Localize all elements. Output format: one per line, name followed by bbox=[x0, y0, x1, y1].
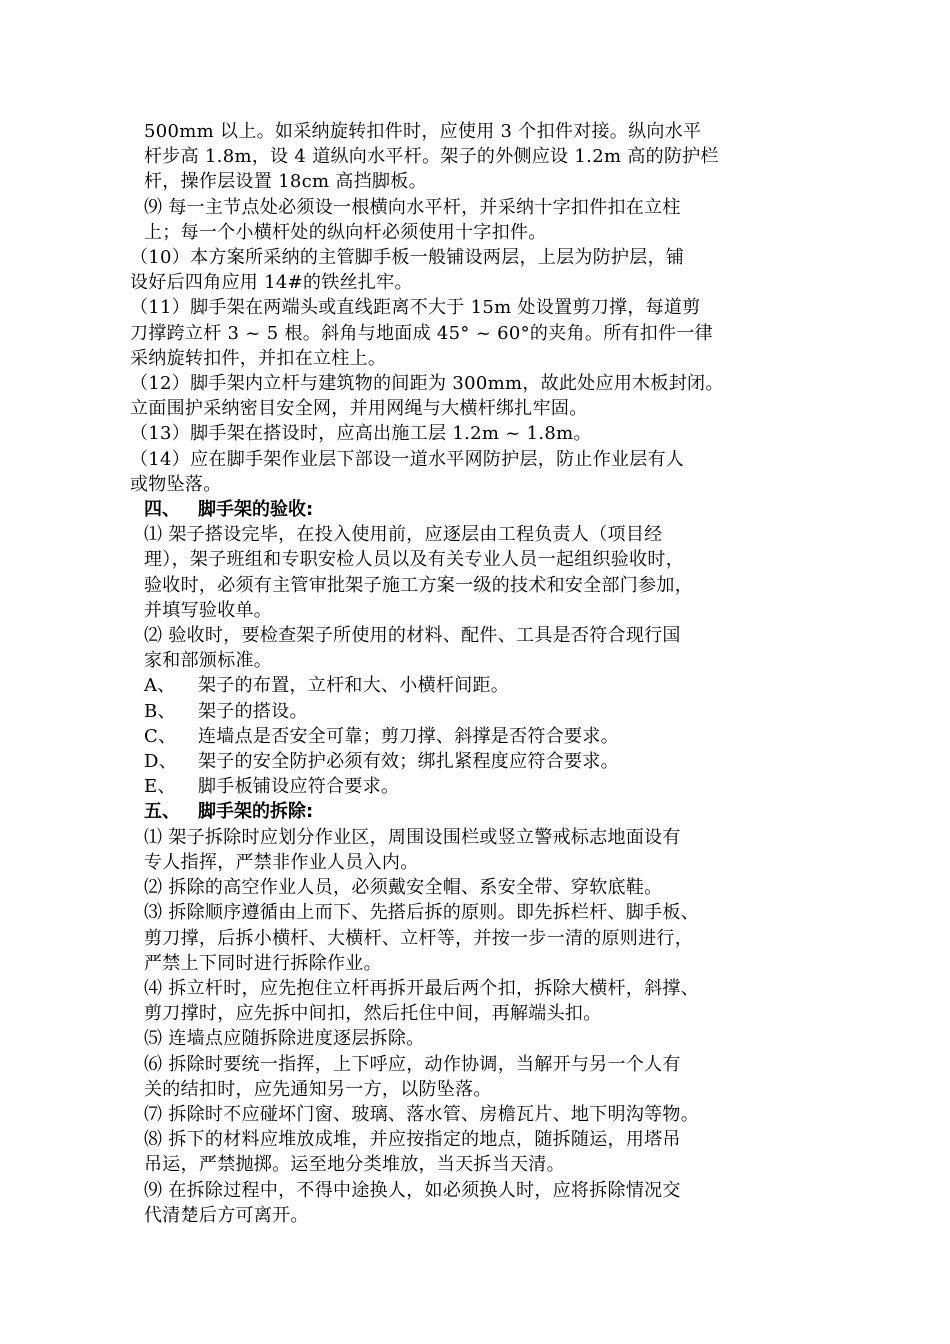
section-heading bbox=[130, 799, 820, 824]
body-line: 剪刀撑时，应先拆中间扣，然后托住中间，再解端头扣。 bbox=[144, 1003, 602, 1025]
list-item bbox=[130, 673, 820, 698]
body-line: 或物坠落。 bbox=[130, 473, 222, 495]
list-item-text: 架子的布置，立杆和大、小横杆间距。 bbox=[198, 675, 510, 697]
section-title: 脚手架的拆除: bbox=[198, 801, 314, 823]
body-line: ⑺ 拆除时不应碰坏门窗、玻璃、落水管、房檐瓦片、地下明沟等物。 bbox=[144, 1103, 700, 1125]
list-item bbox=[130, 774, 820, 799]
section-title: 脚手架的验收: bbox=[198, 499, 314, 521]
list-item bbox=[130, 699, 820, 724]
body-line: （11）脚手架在两端头或直线距离不大于 15m 处设置剪刀撑，每道剪 bbox=[130, 297, 701, 319]
body-line: 代清楚后方可离开。 bbox=[144, 1204, 309, 1226]
list-item-letter: C、 bbox=[144, 725, 177, 747]
body-line: 家和部颁标准。 bbox=[144, 650, 273, 672]
list-item-text: 架子的安全防护必须有效；绑扎紧程度应符合要求。 bbox=[198, 751, 619, 773]
body-line: 理），架子班组和专职安检人员以及有关专业人员一起组织验收时， bbox=[144, 549, 684, 571]
body-line: 验收时，必须有主管审批架子施工方案一级的技术和安全部门参加， bbox=[144, 574, 693, 596]
section-dismantling bbox=[130, 799, 820, 1227]
list-item-text: 架子的搭设。 bbox=[198, 700, 308, 722]
body-line: （10）本方案所采纳的主管脚手板一般铺设两层，上层为防护层，铺 bbox=[130, 247, 685, 269]
body-line: ⑶ 拆除顺序遵循由上而下、先搭后拆的原则。即先拆栏杆、脚手板、 bbox=[144, 902, 700, 924]
body-line: ⑼ 每一主节点处必须设一根横向水平杆，并采纳十字扣件扣在立柱 bbox=[144, 196, 681, 218]
body-line: 刀撑跨立杆 3 ~ 5 根。斜角与地面成 45° ~ 60°的夹角。所有扣件一律 bbox=[130, 322, 713, 344]
body-line: 关的结扣时，应先通知另一方，以防坠落。 bbox=[144, 1078, 492, 1100]
body-line: ⑹ 拆除时要统一指挥，上下呼应，动作协调，当解开与另一个人有 bbox=[144, 1053, 681, 1075]
list-item bbox=[130, 724, 820, 749]
body-line: ⑴ 架子搭设完毕，在投入使用前，应逐层由工程负责人（项目经 bbox=[144, 524, 663, 546]
body-line: ⑵ 验收时，要检查架子所使用的材料、配件、工具是否符合现行国 bbox=[144, 625, 681, 647]
body-line: 上；每一个小横杆处的纵向杆必须使用十字扣件。 bbox=[144, 221, 547, 243]
list-item bbox=[130, 749, 820, 774]
list-item-text: 脚手板铺设应符合要求。 bbox=[198, 776, 400, 798]
list-item-letter: E、 bbox=[144, 776, 176, 798]
document-page bbox=[130, 119, 820, 1228]
body-line: 杆步高 1.8m，设 4 道纵向水平杆。架子的外侧应设 1.2m 高的防护栏 bbox=[144, 146, 719, 168]
body-line: ⑻ 拆下的材料应堆放成堆，并应按指定的地点，随拆随运，用塔吊 bbox=[144, 1129, 681, 1151]
body-line: （12）脚手架内立杆与建筑物的间距为 300mm，故此处应用木板封闭。 bbox=[130, 373, 724, 395]
body-line: ⑼ 在拆除过程中，不得中途换人，如必须换人时，应将拆除情况交 bbox=[144, 1179, 681, 1201]
body-line: 并填写验收单。 bbox=[144, 599, 273, 621]
section-number: 四、 bbox=[144, 499, 180, 521]
intro-block bbox=[130, 119, 820, 497]
body-line: 设好后四角应用 14#的铁丝扎牢。 bbox=[130, 272, 413, 294]
body-line: 专人指挥，严禁非作业人员入内。 bbox=[144, 851, 419, 873]
body-line: ⑴ 架子拆除时应划分作业区，周围设围栏或竖立警戒标志地面设有 bbox=[144, 826, 681, 848]
section-heading bbox=[130, 497, 820, 522]
body-line: （13）脚手架在搭设时，应高出施工层 1.2m ~ 1.8m。 bbox=[130, 423, 592, 445]
body-line: 吊运，严禁抛掷。运至地分类堆放，当天拆当天清。 bbox=[144, 1154, 565, 1176]
body-line: 500mm 以上。如采纳旋转扣件时，应使用 3 个扣件对接。纵向水平 bbox=[144, 121, 702, 142]
body-line: 采纳旋转扣件，并扣在立柱上。 bbox=[130, 347, 387, 369]
list-item-letter: A、 bbox=[144, 675, 176, 697]
body-line: 立面围护采纳密目安全网，并用网绳与大横杆绑扎牢固。 bbox=[130, 398, 588, 420]
body-line: 严禁上下同时进行拆除作业。 bbox=[144, 952, 382, 974]
body-line: 剪刀撑，后拆小横杆、大横杆、立杆等，并按一步一清的原则进行， bbox=[144, 927, 693, 949]
body-line: （14）应在脚手架作业层下部设一道水平网防护层，防止作业层有人 bbox=[130, 448, 685, 470]
list-item-letter: D、 bbox=[144, 751, 178, 773]
body-line: ⑷ 拆立杆时，应先抱住立杆再拆开最后两个扣，拆除大横杆，斜撑、 bbox=[144, 977, 700, 999]
body-line: ⑵ 拆除的高空作业人员，必须戴安全帽、系安全带、穿软底鞋。 bbox=[144, 877, 663, 899]
list-item-text: 连墙点是否安全可靠；剪刀撑、斜撑是否符合要求。 bbox=[198, 725, 619, 747]
section-acceptance bbox=[130, 497, 820, 799]
section-number: 五、 bbox=[144, 801, 180, 823]
body-line: ⑸ 连墙点应随拆除进度逐层拆除。 bbox=[144, 1028, 425, 1050]
body-line: 杆，操作层设置 18cm 高挡脚板。 bbox=[144, 171, 427, 193]
list-item-letter: B、 bbox=[144, 700, 176, 722]
